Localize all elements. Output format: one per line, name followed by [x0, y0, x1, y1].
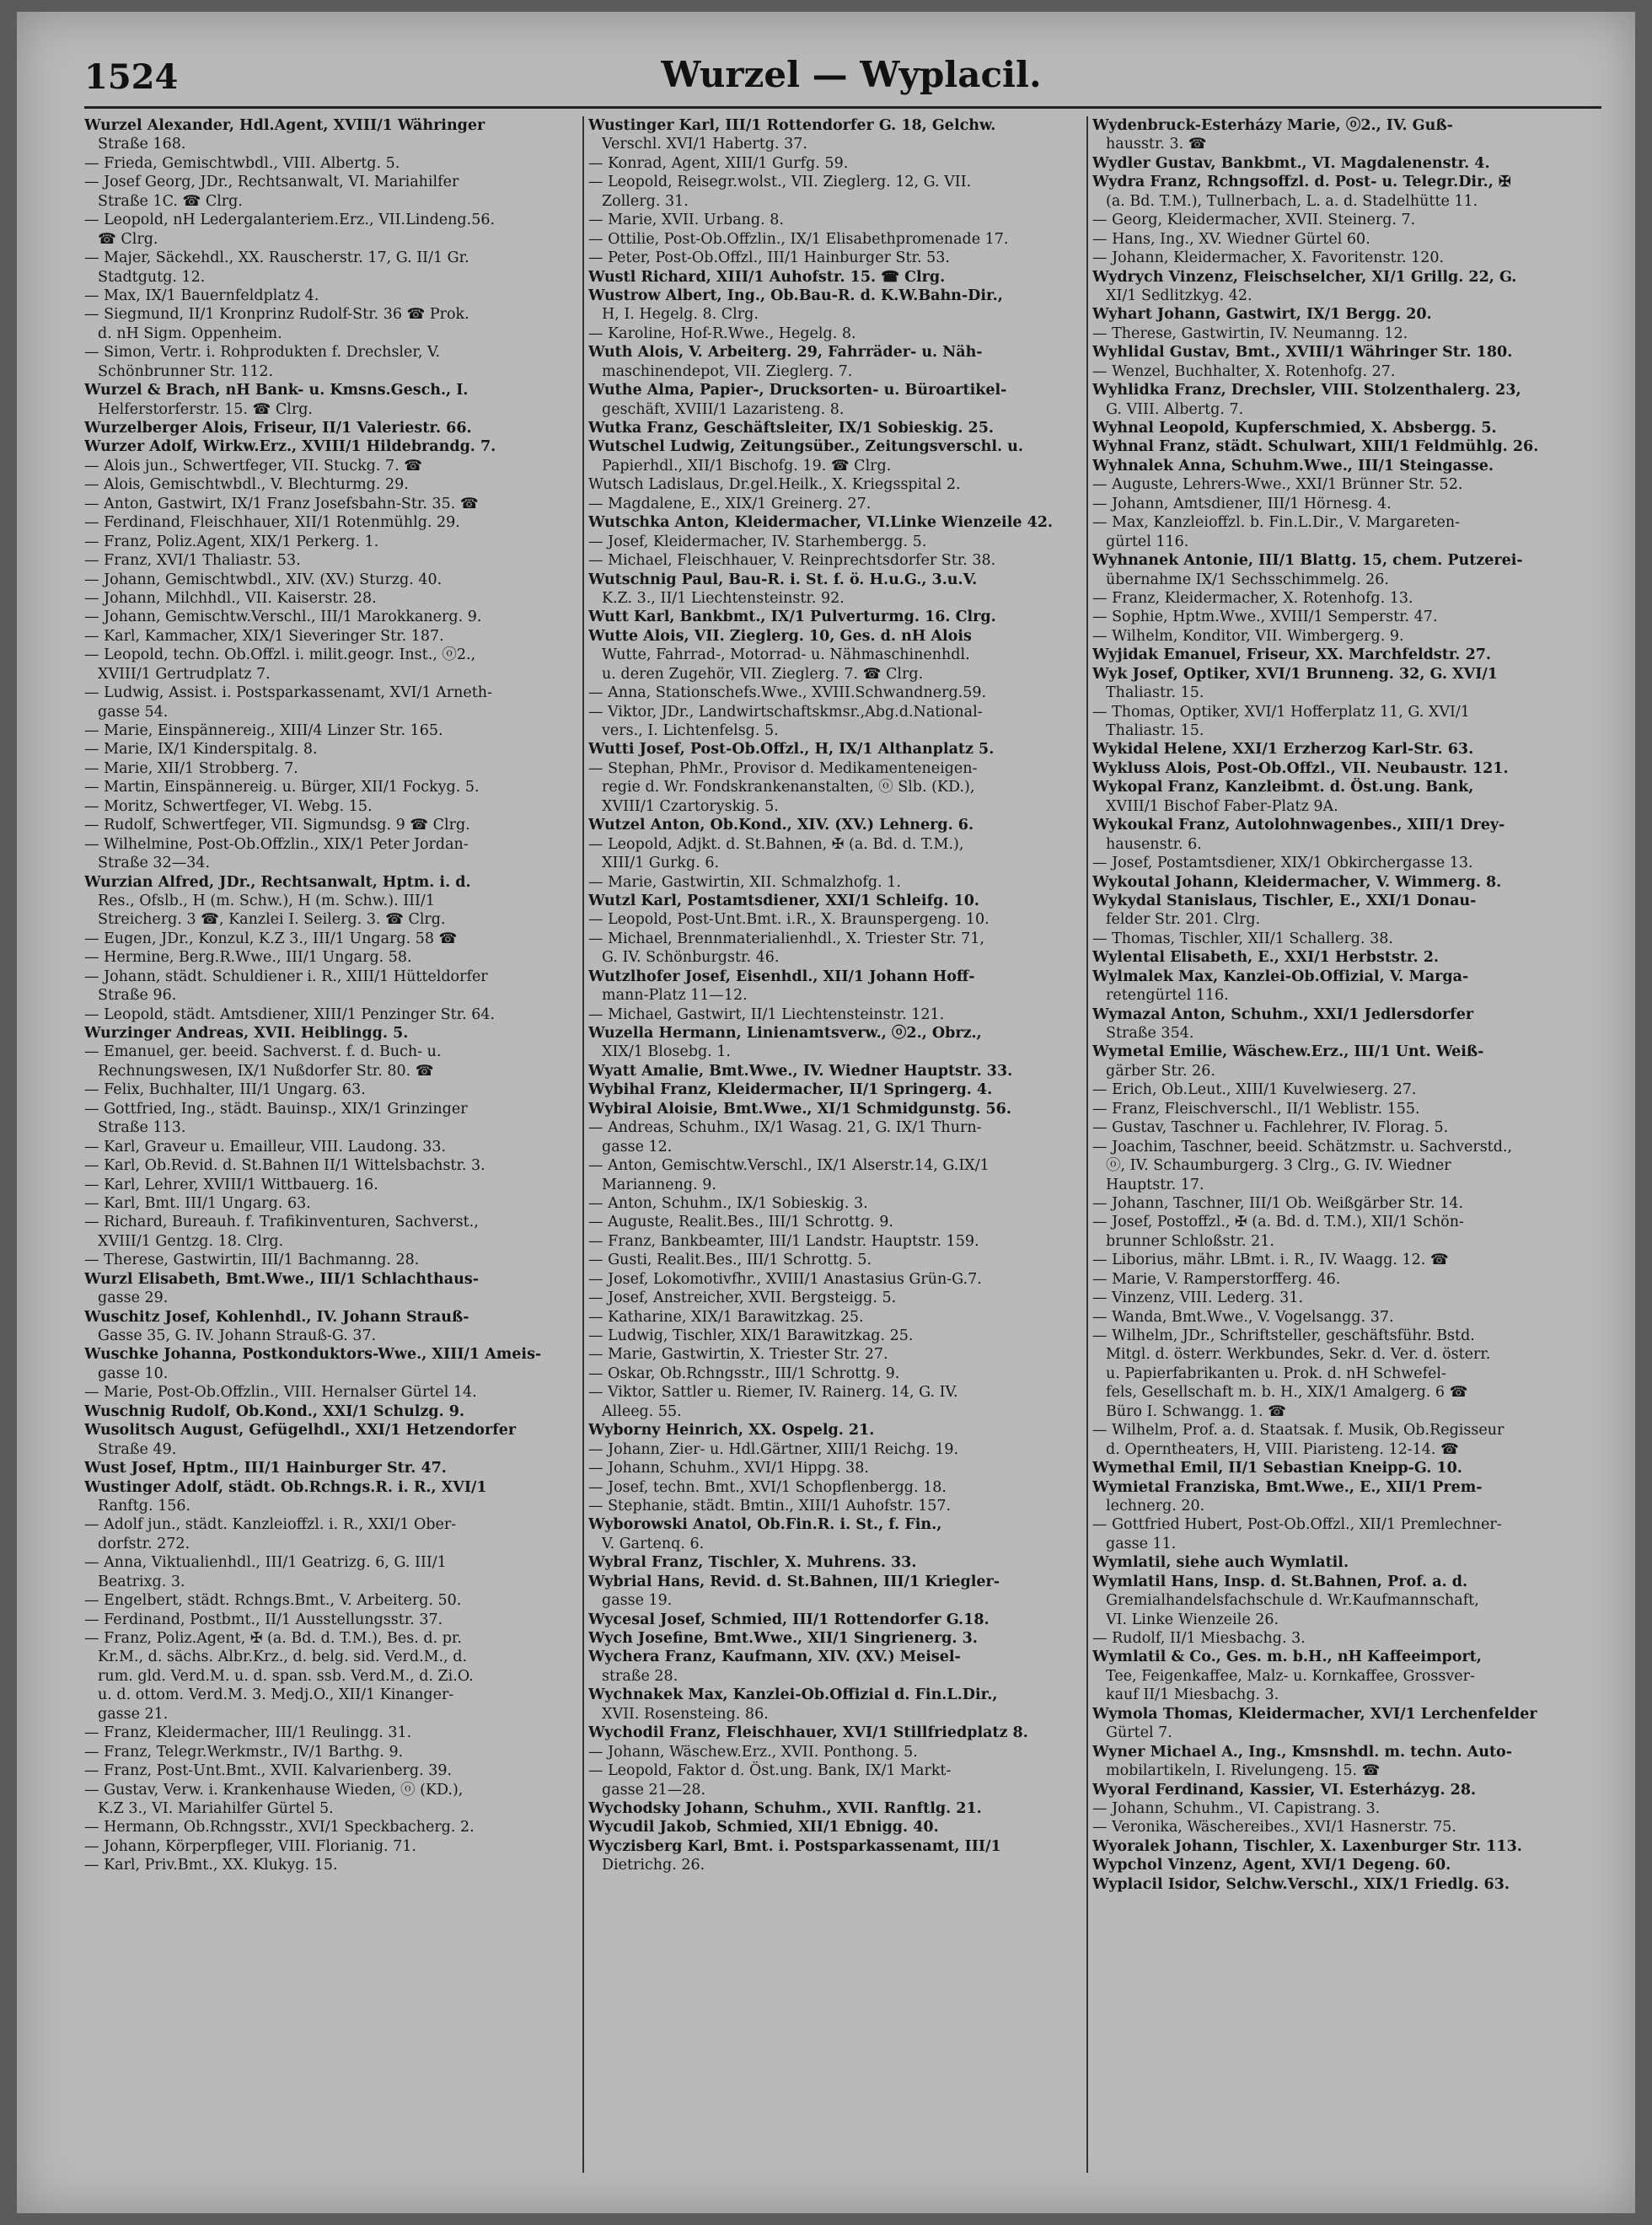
- entry-line: Straße 113.: [98, 1119, 186, 1137]
- entry-line: — Franz, Fleischverschl., II/1 Weblistr. 155.: [1092, 1100, 1420, 1118]
- entry-heading-line: Wutzl Karl, Postamtsdiener, XXI/1 Schleifg. 10.: [588, 892, 979, 909]
- entry-line: mobilartikeln, I. Rivelungeng. 15. ☎: [1106, 1762, 1381, 1780]
- entry-line: — Karl, Bmt. III/1 Ungarg. 63.: [84, 1194, 311, 1212]
- entry-line: — Franz, Bankbeamter, III/1 Landstr. Hauptstr. 159.: [588, 1232, 979, 1250]
- entry-line: Helferstorferstr. 15. ☎ Clrg.: [98, 400, 313, 418]
- entry-line: — Ludwig, Tischler, XIX/1 Barawitzkag. 25.: [588, 1327, 914, 1344]
- entry-line: gärber Str. 26.: [1106, 1062, 1215, 1080]
- entry-heading-line: Wuschitz Josef, Kohlenhdl., IV. Johann Strauß-: [84, 1308, 469, 1326]
- entry-heading-line: Wyhart Johann, Gastwirt, IX/1 Bergg. 20.: [1092, 306, 1432, 324]
- entry-heading-line: Wutti Josef, Post-Ob.Offzl., H, IX/1 Althanplatz 5.: [588, 741, 995, 759]
- entry-line: — Therese, Gastwirtin, IV. Neumanng. 12.: [1092, 324, 1408, 342]
- entry-line: Rechnungswesen, IX/1 Nußdorfer Str. 80. ☎: [98, 1062, 434, 1080]
- entry-line: — Johann, Zier- u. Hdl.Gärtner, XIII/1 Reichg. 19.: [588, 1440, 959, 1458]
- entry-line: — Johann, Schuhm., XVI/1 Hippg. 38.: [588, 1460, 869, 1477]
- entry-line: Straße 1C. ☎ Clrg.: [98, 192, 243, 210]
- entry-line: — Ferdinand, Postbmt., II/1 Ausstellungsstr. 37.: [84, 1611, 443, 1628]
- entry-line: — Wilhelmine, Post-Ob.Offzlin., XIX/1 Peter Jordan-: [84, 835, 469, 853]
- entry-heading-line: Wutt Karl, Bankbmt., IX/1 Pulverturmg. 16. Clrg.: [588, 609, 996, 626]
- entry-heading-line: Wyborowski Anatol, Ob.Fin.R. i. St., f. Fin.,: [588, 1516, 942, 1534]
- entry-line: XVII. Rosensteing. 86.: [602, 1705, 769, 1723]
- entry-line: u. d. ottom. Verd.M. 3. Medj.O., XII/1 Kinanger-: [98, 1686, 454, 1704]
- entry-line: XIII/1 Gurkg. 6.: [602, 855, 720, 872]
- entry-line: — Viktor, Sattler u. Riemer, IV. Rainerg. 14, G. IV.: [588, 1384, 958, 1402]
- entry-line: maschinendepot, VII. Zieglerg. 7.: [602, 362, 853, 380]
- entry-heading-line: Wurzian Alfred, JDr., Rechtsanwalt, Hptm. i. d.: [84, 873, 471, 891]
- entry-heading-line: Wykoukal Franz, Autolohnwagenbes., XIII/1 Drey-: [1092, 817, 1505, 834]
- entry-line: XVIII/1 Gentzg. 18. Clrg.: [98, 1232, 284, 1250]
- directory-page: [17, 12, 1635, 2213]
- entry-line: d. nH Sigm. Oppenheim.: [98, 324, 282, 342]
- entry-line: — Hermine, Berg.R.Wwe., III/1 Ungarg. 58.: [84, 949, 412, 967]
- entry-line: — Emanuel, ger. beeid. Sachverst. f. d. Buch- u.: [84, 1043, 442, 1061]
- entry-line: Wutsch Ladislaus, Dr.gel.Heilk., X. Kriegsspital 2.: [588, 476, 961, 494]
- entry-line: Stadtgutg. 12.: [98, 268, 206, 286]
- entry-heading-line: Wykopal Franz, Kanzleibmt. d. Öst.ung. Bank,: [1092, 779, 1474, 796]
- entry-line: — Ludwig, Assist. i. Postsparkassenamt, XVI/1 Arneth-: [84, 684, 492, 702]
- entry-heading-line: Wyhnanek Antonie, III/1 Blattg. 15, chem. Putzerei-: [1092, 552, 1523, 570]
- entry-line: geschäft, XVIII/1 Lazaristeng. 8.: [602, 400, 845, 418]
- entry-line: gasse 19.: [602, 1592, 673, 1610]
- entry-line: regie d. Wr. Fondskrankenanstalten, ⓞ Slb. (KD.),: [602, 779, 975, 796]
- entry-heading-line: Wutschel Ludwig, Zeitungsüber., Zeitungsverschl. u.: [588, 438, 1023, 456]
- entry-line: Verschl. XVI/1 Habertg. 37.: [602, 136, 807, 153]
- entry-heading-line: Wyoralek Johann, Tischler, X. Laxenburger Str. 113.: [1092, 1837, 1522, 1855]
- entry-line: — Marie, V. Ramperstorfferg. 46.: [1092, 1270, 1341, 1288]
- entry-line: gasse 10.: [98, 1364, 169, 1382]
- entry-line: gasse 21—28.: [602, 1781, 706, 1799]
- entry-line: — Anton, Gastwirt, IX/1 Franz Josefsbahn-Str. 35. ☎: [84, 495, 479, 512]
- entry-line: XVIII/1 Czartoryskig. 5.: [602, 797, 779, 815]
- entry-line: felder Str. 201. Clrg.: [1106, 911, 1261, 929]
- entry-heading-line: Wymola Thomas, Kleidermacher, XVI/1 Lerchenfelder: [1092, 1705, 1537, 1723]
- entry-line: — Leopold, Reisegr.wolst., VII. Zieglerg. 12, G. VII.: [588, 174, 972, 191]
- entry-line: — Veronika, Wäschereibes., XVI/1 Hasnerstr. 75.: [1092, 1819, 1456, 1836]
- entry-line: (a. Bd. T.M.), Tullnerbach, L. a. d. Stadelhütte 11.: [1106, 192, 1478, 210]
- entry-line: K.Z 3., VI. Mariahilfer Gürtel 5.: [98, 1799, 334, 1817]
- entry-heading-line: Wyhnal Leopold, Kupferschmied, X. Absbergg. 5.: [1092, 420, 1497, 437]
- entry-line: — Ottilie, Post-Ob.Offzlin., IX/1 Elisabethpromenade 17.: [588, 230, 1009, 248]
- entry-line: — Johann, Gemischtw.Verschl., III/1 Marokkanerg. 9.: [84, 609, 482, 626]
- entry-line: — Wilhelm, Prof. a. d. Staatsak. f. Musik, Ob.Regisseur: [1092, 1422, 1504, 1440]
- entry-line: retengürtel 116.: [1106, 987, 1229, 1005]
- entry-line: Straße 354.: [1106, 1025, 1194, 1042]
- entry-heading-line: Wykidal Helene, XXI/1 Erzherzog Karl-Str. 63.: [1092, 741, 1474, 759]
- entry-heading-line: Wurzelberger Alois, Friseur, II/1 Valeriestr. 66.: [84, 420, 472, 437]
- entry-heading-line: Wutschnig Paul, Bau-R. i. St. f. ö. H.u.G., 3.u.V.: [588, 571, 978, 588]
- entry-heading-line: Wuschnig Rudolf, Ob.Kond., XXI/1 Schulzg. 9.: [84, 1402, 465, 1420]
- entry-heading-line: Wyhlidka Franz, Drechsler, VIII. Stolzenthalerg. 23,: [1092, 382, 1521, 399]
- entry-line: XI/1 Sedlitzkyg. 42.: [1106, 287, 1252, 304]
- entry-line: — Oskar, Ob.Rchngsstr., III/1 Schrottg. 9.: [588, 1364, 900, 1382]
- entry-heading-line: Wuzella Hermann, Linienamtsverw., ⓞ2., Obrz.,: [588, 1025, 982, 1042]
- entry-line: Beatrixg. 3.: [98, 1573, 185, 1590]
- entry-line: — Josef, techn. Bmt., XVI/1 Schopflenbergg. 18.: [588, 1478, 947, 1496]
- entry-line: rum. gld. Verd.M. u. d. span. ssb. Verd.M., d. Zi.O.: [98, 1667, 474, 1685]
- entry-heading-line: Wyhnalek Anna, Schuhm.Wwe., III/1 Steingasse.: [1092, 457, 1494, 474]
- entry-line: H, I. Hegelg. 8. Clrg.: [602, 306, 759, 324]
- entry-heading-line: Wymlatil, siehe auch Wymlatil.: [1092, 1554, 1349, 1572]
- entries-column-2: [588, 116, 1081, 2164]
- entry-line: — Siegmund, II/1 Kronprinz Rudolf-Str. 36 ☎ Prok.: [84, 306, 469, 324]
- entry-line: — Ferdinand, Fleischhauer, XII/1 Rotenmühlg. 29.: [84, 514, 460, 532]
- entry-line: Zollerg. 31.: [602, 192, 689, 210]
- entry-line: vers., I. Lichtenfelsg. 5.: [602, 722, 779, 739]
- entry-heading-line: Wylmalek Max, Kanzlei-Ob.Offizial, V. Marga-: [1092, 968, 1469, 985]
- entry-line: — Gustav, Verw. i. Krankenhause Wieden, ⓞ (KD.),: [84, 1781, 464, 1799]
- entry-line: kauf II/1 Miesbachg. 3.: [1106, 1686, 1279, 1704]
- entry-line: — Franz, Kleidermacher, X. Rotenhofg. 13.: [1092, 589, 1413, 607]
- entry-line: übernahme IX/1 Sechsschimmelg. 26.: [1106, 571, 1389, 588]
- entry-line: — Liborius, mähr. LBmt. i. R., IV. Waagg. 12. ☎: [1092, 1252, 1449, 1269]
- entry-line: — Michael, Gastwirt, II/1 Liechtensteinstr. 121.: [588, 1005, 945, 1023]
- entry-line: Gasse 35, G. IV. Johann Strauß-G. 37.: [98, 1327, 377, 1344]
- entry-line: — Rudolf, Schwertfeger, VII. Sigmundsg. 9 ☎ Clrg.: [84, 817, 470, 834]
- entry-heading-line: Wustinger Adolf, städt. Ob.Rchngs.R. i. R., XVI/1: [84, 1478, 487, 1496]
- entry-line: ☎ Clrg.: [98, 230, 158, 248]
- entry-line: XVIII/1 Gertrudplatz 7.: [98, 665, 271, 683]
- entry-heading-line: Wykoutal Johann, Kleidermacher, V. Wimmerg. 8.: [1092, 873, 1502, 891]
- entry-heading-line: Wypchol Vinzenz, Agent, XVI/1 Degeng. 60.: [1092, 1857, 1451, 1874]
- entry-heading-line: Wymlatil & Co., Ges. m. b.H., nH Kaffeeimport,: [1092, 1649, 1482, 1666]
- entry-heading-line: Wustrow Albert, Ing., Ob.Bau-R. d. K.W.Bahn-Dir.,: [588, 287, 1003, 304]
- entry-line: — Michael, Fleischhauer, V. Reinprechtsdorfer Str. 38.: [588, 552, 996, 570]
- entry-heading-line: Wykluss Alois, Post-Ob.Offzl., VII. Neubaustr. 121.: [1092, 759, 1509, 777]
- entry-heading-line: Wydrych Vinzenz, Fleischselcher, XI/1 Grillg. 22, G.: [1092, 268, 1517, 286]
- entry-heading-line: Wylental Elisabeth, E., XXI/1 Herbststr. 2.: [1092, 949, 1439, 967]
- entry-heading-line: Wybihal Franz, Kleidermacher, II/1 Springerg. 4.: [588, 1081, 993, 1099]
- entry-line: — Johann, Wäschew.Erz., XVII. Ponthong. 5.: [588, 1743, 918, 1761]
- entry-line: — Therese, Gastwirtin, III/1 Bachmanng. 28.: [84, 1252, 420, 1269]
- entry-line: — Gustav, Taschner u. Fachlehrer, IV. Florag. 5.: [1092, 1119, 1449, 1137]
- entry-line: Marianneng. 9.: [602, 1176, 716, 1193]
- entry-line: Büro I. Schwangg. 1. ☎: [1106, 1402, 1286, 1420]
- entry-line: — Erich, Ob.Leut., XIII/1 Kuvelwieserg. 27.: [1092, 1081, 1417, 1099]
- entry-line: — Thomas, Optiker, XVI/1 Hofferplatz 11, G. XVI/1: [1092, 703, 1470, 721]
- entry-line: Thaliastr. 15.: [1106, 684, 1204, 702]
- entry-line: — Magdalene, E., XIX/1 Greinerg. 27.: [588, 495, 872, 512]
- entry-line: — Auguste, Realit.Bes., III/1 Schrottg. 9.: [588, 1214, 893, 1231]
- entry-line: — Johann, Gemischtwbdl., XIV. (XV.) Sturzg. 40.: [84, 571, 442, 588]
- entry-heading-line: Wyoral Ferdinand, Kassier, VI. Esterházyg. 28.: [1092, 1781, 1477, 1799]
- entry-line: — Katharine, XIX/1 Barawitzkag. 25.: [588, 1308, 864, 1326]
- entry-line: Thaliastr. 15.: [1106, 722, 1204, 739]
- entry-line: — Andreas, Schuhm., IX/1 Wasag. 21, G. IX/1 Thurn-: [588, 1119, 982, 1137]
- entry-line: G. IV. Schönburgstr. 46.: [602, 949, 780, 967]
- entry-line: Mitgl. d. österr. Werkbundes, Sekr. d. Ver. d. österr.: [1106, 1346, 1491, 1364]
- entry-line: — Engelbert, städt. Rchngs.Bmt., V. Arbeiterg. 50.: [84, 1592, 462, 1610]
- entry-line: — Anna, Stationschefs.Wwe., XVIII.Schwandnerg.59.: [588, 684, 987, 702]
- entry-line: — Johann, Körperpfleger, VIII. Florianig. 71.: [84, 1837, 416, 1855]
- entry-line: — Rudolf, II/1 Miesbachg. 3.: [1092, 1630, 1306, 1647]
- entry-line: straße 28.: [602, 1667, 678, 1685]
- entry-heading-line: Wycesal Josef, Schmied, III/1 Rottendorfer G.18.: [588, 1611, 990, 1628]
- entry-line: — Johann, Kleidermacher, X. Favoritenstr. 120.: [1092, 249, 1445, 267]
- entry-line: — Leopold, nH Ledergalanteriem.Erz., VII.Lindeng.56.: [84, 212, 496, 229]
- entry-line: Straße 32—34.: [98, 855, 211, 872]
- entry-line: — Konrad, Agent, XIII/1 Gurfg. 59.: [588, 154, 849, 172]
- entry-line: — Marie, XVII. Urbang. 8.: [588, 212, 784, 229]
- entry-line: — Josef, Kleidermacher, IV. Starhembergg. 5.: [588, 533, 927, 550]
- entry-line: mann-Platz 11—12.: [602, 987, 748, 1005]
- entry-line: Dietrichg. 26.: [602, 1857, 705, 1874]
- entry-heading-line: Wycudil Jakob, Schmied, XII/1 Ebnigg. 40.: [588, 1819, 939, 1836]
- entry-line: Streicherg. 3 ☎, Kanzlei I. Seilerg. 3. ☎ Clrg.: [98, 911, 446, 929]
- entry-line: — Josef Georg, JDr., Rechtsanwalt, VI. Mariahilfer: [84, 174, 459, 191]
- entry-heading-line: Wych Josefine, Bmt.Wwe., XII/1 Singrienerg. 3.: [588, 1630, 978, 1647]
- entry-line: — Max, IX/1 Bauernfeldplatz 4.: [84, 287, 319, 304]
- entry-line: — Marie, Einspännereig., XIII/4 Linzer Str. 165.: [84, 722, 443, 739]
- entry-heading-line: Wymethal Emil, II/1 Sebastian Kneipp-G. 10.: [1092, 1460, 1462, 1477]
- entry-heading-line: Wutschka Anton, Kleidermacher, VI.Linke Wienzeile 42.: [588, 514, 1054, 532]
- entry-line: — Alois jun., Schwertfeger, VII. Stuckg. 7. ☎: [84, 457, 423, 474]
- entry-line: Schönbrunner Str. 112.: [98, 362, 274, 380]
- entry-heading-line: Wustinger Karl, III/1 Rottendorfer G. 18, Gelchw.: [588, 117, 996, 134]
- entry-line: — Franz, Post-Unt.Bmt., XVII. Kalvarienberg. 39.: [84, 1762, 453, 1780]
- entry-line: — Franz, Poliz.Agent, ✠ (a. Bd. d. T.M.), Bes. d. pr.: [84, 1630, 462, 1647]
- entry-line: hausenstr. 6.: [1106, 835, 1202, 853]
- entry-line: — Gusti, Realit.Bes., III/1 Schrottg. 5.: [588, 1252, 872, 1269]
- entry-line: — Hermann, Ob.Rchngsstr., XVI/1 Speckbacherg. 2.: [84, 1819, 475, 1836]
- entry-heading-line: Wychodil Franz, Fleischhauer, XVI/1 Stillfriedplatz 8.: [588, 1724, 1028, 1742]
- entry-line: gasse 11.: [1106, 1535, 1177, 1552]
- entry-heading-line: Wymetal Emilie, Wäschew.Erz., III/1 Unt. Weiß-: [1092, 1043, 1484, 1061]
- entry-line: — Josef, Lokomotivfhr., XVIII/1 Anastasius Grün-G.7.: [588, 1270, 982, 1288]
- entry-line: — Eugen, JDr., Konzul, K.Z 3., III/1 Ungarg. 58 ☎: [84, 930, 458, 947]
- entry-line: — Thomas, Tischler, XII/1 Schallerg. 38.: [1092, 930, 1393, 947]
- entry-line: — Marie, Post-Ob.Offzlin., VIII. Hernalser Gürtel 14.: [84, 1384, 477, 1402]
- entry-heading-line: Wuschke Johanna, Postkonduktors-Wwe., XIII/1 Ameis-: [84, 1346, 542, 1364]
- entry-line: gasse 29.: [98, 1289, 169, 1307]
- entry-heading-line: Wyatt Amalie, Bmt.Wwe., IV. Wiedner Hauptstr. 33.: [588, 1062, 1013, 1080]
- entry-line: — Max, Kanzleioffzl. b. Fin.L.Dir., V. Margareten-: [1092, 514, 1461, 532]
- entry-heading-line: Wymazal Anton, Schuhm., XXI/1 Jedlersdorfer: [1092, 1005, 1474, 1023]
- entry-line: — Wilhelm, JDr., Schriftsteller, geschäftsführ. Bstd.: [1092, 1327, 1475, 1344]
- entry-heading-line: Wyczisberg Karl, Bmt. i. Postsparkassenamt, III/1: [588, 1837, 1001, 1855]
- entry-heading-line: Wymlatil Hans, Insp. d. St.Bahnen, Prof. a. d.: [1092, 1573, 1468, 1590]
- entry-line: — Marie, XII/1 Strobberg. 7.: [84, 759, 298, 777]
- entry-heading-line: Wurzl Elisabeth, Bmt.Wwe., III/1 Schlachthaus-: [84, 1270, 479, 1288]
- entry-line: hausstr. 3. ☎: [1106, 136, 1207, 153]
- column-divider: [1086, 116, 1088, 2173]
- entry-line: Straße 96.: [98, 987, 177, 1005]
- entry-heading-line: Wurzer Adolf, Wirkw.Erz., XVIII/1 Hildebrandg. 7.: [84, 438, 496, 456]
- entry-line: Gremialhandelsfachschule d. Wr.Kaufmannschaft,: [1106, 1592, 1479, 1610]
- entry-line: — Michael, Brennmaterialienhdl., X. Triester Str. 71,: [588, 930, 984, 947]
- entry-line: Wutte, Fahrrad-, Motorrad- u. Nähmaschinenhdl.: [602, 646, 970, 664]
- entry-line: — Leopold, Post-Unt.Bmt. i.R., X. Braunspergeng. 10.: [588, 911, 990, 929]
- entry-heading-line: Wykydal Stanislaus, Tischler, E., XXI/1 Donau-: [1092, 892, 1477, 909]
- entry-line: — Viktor, JDr., Landwirtschaftskmsr.,Abg.d.National-: [588, 703, 983, 721]
- entry-line: — Felix, Buchhalter, III/1 Ungarg. 63.: [84, 1081, 366, 1099]
- entry-heading-line: Wyner Michael A., Ing., Kmsnshdl. m. techn. Auto-: [1092, 1743, 1512, 1761]
- entry-heading-line: Wuth Alois, V. Arbeiterg. 29, Fahrräder- u. Näh-: [588, 344, 983, 362]
- entry-heading-line: Wybrial Hans, Revid. d. St.Bahnen, III/1 Kriegler-: [588, 1573, 1000, 1590]
- entry-line: — Karl, Lehrer, XVIII/1 Wittbauerg. 16.: [84, 1176, 378, 1193]
- entry-line: — Wenzel, Buchhalter, X. Rotenhofg. 27.: [1092, 362, 1396, 380]
- entry-line: — Wilhelm, Konditor, VII. Wimbergerg. 9.: [1092, 627, 1404, 645]
- entry-line: — Sophie, Hptm.Wwe., XVIII/1 Semperstr. 47.: [1092, 609, 1438, 626]
- entry-line: — Gottfried Hubert, Post-Ob.Offzl., XII/1 Premlechner-: [1092, 1516, 1502, 1534]
- entry-line: — Anna, Viktualienhdl., III/1 Geatrizg. 6, G. III/1: [84, 1554, 447, 1572]
- entry-line: — Franz, Kleidermacher, III/1 Reulingg. 31.: [84, 1724, 412, 1742]
- page-number: 1524: [84, 57, 179, 97]
- entry-heading-line: Wyhnal Franz, städt. Schulwart, XIII/1 Feldmühlg. 26.: [1092, 438, 1539, 456]
- entry-line: — Karl, Graveur u. Emailleur, VIII. Laudong. 33.: [84, 1138, 447, 1155]
- entry-line: brunner Schloßstr. 21.: [1106, 1232, 1274, 1250]
- entry-line: Straße 168.: [98, 136, 186, 153]
- entry-line: — Gottfried, Ing., städt. Bauinsp., XIX/1 Grinzinger: [84, 1100, 468, 1118]
- entry-line: — Karoline, Hof-R.Wwe., Hegelg. 8.: [588, 324, 856, 342]
- entry-line: — Georg, Kleidermacher, XVII. Steinerg. 7.: [1092, 212, 1416, 229]
- entry-heading-line: Wurzel Alexander, Hdl.Agent, XVIII/1 Währinger: [84, 117, 485, 134]
- entry-line: Straße 49.: [98, 1440, 177, 1458]
- entry-line: — Hans, Ing., XV. Wiedner Gürtel 60.: [1092, 230, 1370, 248]
- entry-line: Tee, Feigenkaffee, Malz- u. Kornkaffee, Grossver-: [1106, 1667, 1475, 1685]
- entry-line: — Anton, Schuhm., IX/1 Sobieskig. 3.: [588, 1194, 868, 1212]
- entry-line: Res., Ofslb., H (m. Schw.), H (m. Schw.). III/1: [98, 892, 435, 909]
- entry-line: gasse 54.: [98, 703, 169, 721]
- entry-line: — Johann, Milchhdl., VII. Kaiserstr. 28.: [84, 589, 377, 607]
- entry-heading-line: Wurzinger Andreas, XVII. Heiblingg. 5.: [84, 1025, 409, 1042]
- entry-line: — Peter, Post-Ob.Offzl., III/1 Hainburger Str. 53.: [588, 249, 950, 267]
- entry-line: — Johann, Taschner, III/1 Ob. Weißgärber Str. 14.: [1092, 1194, 1464, 1212]
- entry-line: — Leopold, Adjkt. d. St.Bahnen, ✠ (a. Bd. d. T.M.),: [588, 835, 964, 853]
- entry-line: V. Gartenq. 6.: [602, 1535, 705, 1552]
- entry-line: — Stephanie, städt. Bmtin., XIII/1 Auhofstr. 157.: [588, 1497, 952, 1515]
- entries-column-3: [1092, 116, 1585, 2164]
- entry-line: — Moritz, Schwertfeger, VI. Webg. 15.: [84, 797, 373, 815]
- entry-heading-line: Wychera Franz, Kaufmann, XIV. (XV.) Meisel-: [588, 1649, 961, 1666]
- entry-line: — Richard, Bureauh. f. Trafikinventuren, Sachverst.,: [84, 1214, 479, 1231]
- entry-line: — Josef, Anstreicher, XVII. Bergsteigg. 5.: [588, 1289, 897, 1307]
- entry-line: — Vinzenz, VIII. Lederg. 31.: [1092, 1289, 1304, 1307]
- entry-line: — Johann, städt. Schuldiener i. R., XIII/1 Hütteldorfer: [84, 968, 488, 985]
- entry-line: ⓞ, IV. Schaumburgerg. 3 Clrg., G. IV. Wiedner: [1106, 1157, 1451, 1175]
- entry-heading-line: Wutzlhofer Josef, Eisenhdl., XII/1 Johann Hoff-: [588, 968, 975, 985]
- entry-line: u. Papierfabrikanten u. Prok. d. nH Schwefel-: [1106, 1364, 1446, 1382]
- entry-heading-line: Wutzel Anton, Ob.Kond., XIV. (XV.) Lehnerg. 6.: [588, 817, 974, 834]
- entry-heading-line: Wyborny Heinrich, XX. Ospelg. 21.: [588, 1422, 875, 1440]
- entry-heading-line: Wustl Richard, XIII/1 Auhofstr. 15. ☎ Clrg.: [588, 268, 946, 286]
- entry-line: XVIII/1 Bischof Faber-Platz 9A.: [1106, 797, 1338, 815]
- entry-line: VI. Linke Wienzeile 26.: [1106, 1611, 1279, 1628]
- entry-line: Hauptstr. 17.: [1106, 1176, 1204, 1193]
- entry-line: — Marie, Gastwirtin, X. Triester Str. 27.: [588, 1346, 888, 1364]
- entry-heading-line: Wychodsky Johann, Schuhm., XVII. Ranftlg. 21.: [588, 1799, 982, 1817]
- entry-line: Alleeg. 55.: [602, 1402, 682, 1420]
- page-title: Wurzel — Wyplacil.: [661, 54, 1042, 95]
- entry-heading-line: Wydler Gustav, Bankbmt., VI. Magdalenenstr. 4.: [1092, 154, 1490, 172]
- entry-heading-line: Wusolitsch August, Gefügelhdl., XXI/1 Hetzendorfer: [84, 1422, 517, 1440]
- entry-heading-line: Wutka Franz, Geschäftsleiter, IX/1 Sobieskig. 25.: [588, 420, 994, 437]
- entry-line: — Karl, Priv.Bmt., XX. Klukyg. 15.: [84, 1857, 338, 1874]
- entry-line: — Majer, Säckehdl., XX. Rauscherstr. 17, G. II/1 Gr.: [84, 249, 469, 267]
- entry-heading-line: Wust Josef, Hptm., III/1 Hainburger Str. 47.: [84, 1460, 447, 1477]
- entry-line: — Alois, Gemischtwbdl., V. Blechturmg. 29.: [84, 476, 409, 494]
- entry-heading-line: Wutte Alois, VII. Zieglerg. 10, Ges. d. nH Alois: [588, 627, 972, 645]
- entry-line: — Johann, Schuhm., VI. Capistrang. 3.: [1092, 1799, 1381, 1817]
- entry-line: — Stephan, PhMr., Provisor d. Medikamenteneigen-: [588, 759, 978, 777]
- entry-heading-line: Wuthe Alma, Papier-, Drucksorten- u. Büroartikel-: [588, 382, 1007, 399]
- entry-line: — Anton, Gemischtw.Verschl., IX/1 Alserstr.14, G.IX/1: [588, 1157, 990, 1175]
- entry-line: Gürtel 7.: [1106, 1724, 1172, 1742]
- entry-line: d. Operntheaters, H, VIII. Piaristeng. 12-14. ☎: [1106, 1440, 1459, 1458]
- entry-heading-line: Wybral Franz, Tischler, X. Muhrens. 33.: [588, 1554, 917, 1572]
- entry-heading-line: Wymietal Franziska, Bmt.Wwe., E., XII/1 Prem-: [1092, 1478, 1483, 1496]
- entry-line: Kr.M., d. sächs. Albr.Krz., d. belg. sid. Verd.M., d.: [98, 1649, 468, 1666]
- entries-column-1: [84, 116, 577, 2164]
- entry-line: fels, Gesellschaft m. b. H., XIX/1 Amalgerg. 6 ☎: [1106, 1384, 1468, 1402]
- entry-line: XIX/1 Blosebg. 1.: [602, 1043, 731, 1061]
- entry-line: — Karl, Ob.Revid. d. St.Bahnen II/1 Wittelsbachstr. 3.: [84, 1157, 485, 1175]
- entry-heading-line: Wychnakek Max, Kanzlei-Ob.Offizial d. Fin.L.Dir.,: [588, 1686, 998, 1704]
- entry-heading-line: Wurzel & Brach, nH Bank- u. Kmsns.Gesch., I.: [84, 382, 469, 399]
- entry-line: — Wanda, Bmt.Wwe., V. Vogelsangg. 37.: [1092, 1308, 1394, 1326]
- entry-heading-line: Wydra Franz, Rchngsoffzl. d. Post- u. Telegr.Dir., ✠: [1092, 174, 1511, 191]
- entry-line: — Marie, Gastwirtin, XII. Schmalzhofg. 1.: [588, 873, 901, 891]
- entry-line: — Franz, Telegr.Werkmstr., IV/1 Barthg. 9.: [84, 1743, 404, 1761]
- entry-line: Ranftg. 156.: [98, 1497, 191, 1515]
- entry-line: — Simon, Vertr. i. Rohprodukten f. Drechsler, V.: [84, 344, 441, 362]
- entry-line: lechnerg. 20.: [1106, 1497, 1205, 1515]
- entry-line: — Joachim, Taschner, beeid. Schätzmstr. u. Sachverstd.,: [1092, 1138, 1513, 1155]
- entry-line: — Martin, Einspännereig. u. Bürger, XII/1 Fockyg. 5.: [84, 779, 480, 796]
- entry-line: — Auguste, Lehrers-Wwe., XXI/1 Brünner Str. 52.: [1092, 476, 1463, 494]
- entry-line: — Leopold, städt. Amtsdiener, XIII/1 Penzinger Str. 64.: [84, 1005, 496, 1023]
- entry-line: — Josef, Postoffzl., ✠ (a. Bd. d. T.M.), XII/1 Schön-: [1092, 1214, 1464, 1231]
- entry-line: gasse 12.: [602, 1138, 673, 1155]
- entry-line: Papierhdl., XII/1 Bischofg. 19. ☎ Clrg.: [602, 457, 892, 474]
- entry-line: — Leopold, techn. Ob.Offzl. i. milit.geogr. Inst., ⓞ2.,: [84, 646, 476, 664]
- entry-line: — Frieda, Gemischtwbdl., VIII. Albertg. 5.: [84, 154, 400, 172]
- entry-line: dorfstr. 272.: [98, 1535, 190, 1552]
- entry-heading-line: Wyhlidal Gustav, Bmt., XVIII/1 Währinger Str. 180.: [1092, 344, 1513, 362]
- entry-heading-line: Wybiral Aloisie, Bmt.Wwe., XI/1 Schmidgunstg. 56.: [588, 1100, 1011, 1118]
- entry-line: gasse 21.: [98, 1705, 169, 1723]
- entry-line: — Marie, IX/1 Kinderspitalg. 8.: [84, 741, 318, 759]
- column-divider: [582, 116, 584, 2173]
- entry-line: — Franz, XVI/1 Thaliastr. 53.: [84, 552, 301, 570]
- entry-heading-line: Wydenbruck-Esterházy Marie, ⓞ2., IV. Guß-: [1092, 117, 1453, 134]
- entry-line: G. VIII. Albertg. 7.: [1106, 400, 1244, 418]
- header-rule: [84, 106, 1601, 109]
- entry-line: — Karl, Kammacher, XIX/1 Sieveringer Str. 187.: [84, 627, 444, 645]
- entry-line: u. deren Zugehör, VII. Zieglerg. 7. ☎ Clrg.: [602, 665, 924, 683]
- entry-line: — Adolf jun., städt. Kanzleioffzl. i. R., XXI/1 Ober-: [84, 1516, 457, 1534]
- entry-heading-line: Wyk Josef, Optiker, XVI/1 Brunneng. 32, G. XVI/1: [1092, 665, 1498, 683]
- entry-line: gürtel 116.: [1106, 533, 1189, 550]
- entry-line: — Franz, Poliz.Agent, XIX/1 Perkerg. 1.: [84, 533, 379, 550]
- entry-line: — Johann, Amtsdiener, III/1 Hörnesg. 4.: [1092, 495, 1392, 512]
- entry-heading-line: Wyjidak Emanuel, Friseur, XX. Marchfeldstr. 27.: [1092, 646, 1492, 664]
- entry-heading-line: Wyplacil Isidor, Selchw.Verschl., XIX/1 Friedlg. 63.: [1092, 1875, 1510, 1893]
- entry-line: — Leopold, Faktor d. Öst.ung. Bank, IX/1 Markt-: [588, 1762, 952, 1780]
- entry-line: K.Z. 3., II/1 Liechtensteinstr. 92.: [602, 589, 845, 607]
- entry-line: — Josef, Postamtsdiener, XIX/1 Obkirchergasse 13.: [1092, 855, 1473, 872]
